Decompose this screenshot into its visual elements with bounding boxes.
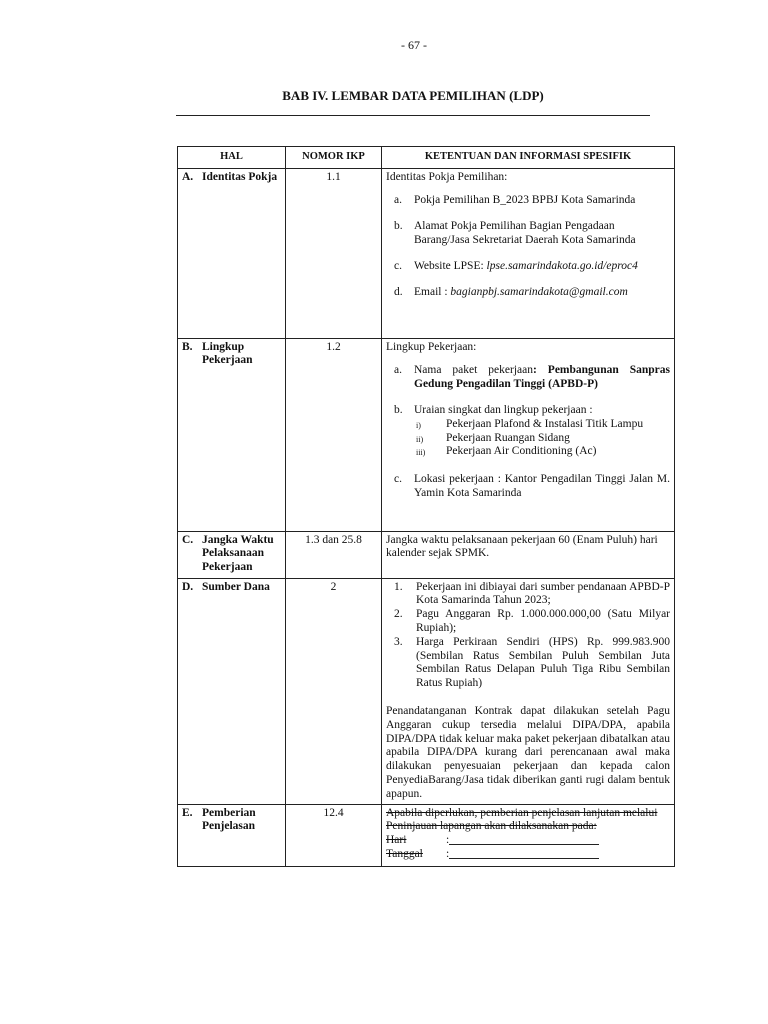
nomor-ikp: 12.4 — [286, 804, 382, 866]
list-item: b. Uraian singkat dan lingkup pekerjaan : — [394, 403, 593, 416]
table-row-identitas-pokja — [178, 168, 675, 338]
jangka-waktu-text: Jangka waktu pelaksanaan pekerjaan 60 (Enam Puluh) hari kalender sejak SPMK. — [386, 533, 658, 560]
nomor-ikp: 1.2 — [286, 338, 382, 531]
table-row-pemberian-penjelasan — [178, 804, 675, 866]
penjelasan-text: Apabila diperlukan, pemberian penjelasan lanjutan melalui Peninjauan lapangan akan dilaksanakan pada: — [386, 806, 658, 833]
list-item: a. Nama paket pekerjaan: Pembangunan Sanpras Gedung Pengadilan Tinggi (APBD-P) — [394, 364, 670, 391]
document-title: BAB IV. LEMBAR DATA PEMILIHAN (LDP) — [282, 88, 544, 103]
ldp-table — [177, 146, 675, 867]
sub-list-item: i) Pekerjaan Plafond & Instalasi Titik Lampu — [416, 417, 644, 430]
package-name: : Pembangunan Sanpras Gedung Pengadilan Tinggi (APBD-P) — [414, 364, 670, 391]
hari-blank — [449, 834, 599, 845]
numbered-item: 1. Pekerjaan ini dibiayai dari sumber pendanaan APBD-P Kota Samarinda Tahun 2023; — [394, 580, 670, 607]
header-nomor-ikp: NOMOR IKP — [286, 147, 382, 169]
sub-list-item: iii) Pekerjaan Air Conditioning (Ac) — [416, 445, 597, 458]
nomor-ikp: 1.1 — [286, 168, 382, 338]
numbered-item: 2. Pagu Anggaran Rp. 1.000.000.000,00 (Satu Milyar Rupiah); — [394, 608, 670, 634]
hal-label — [182, 171, 281, 185]
table-row-jangka-waktu — [178, 531, 675, 578]
nomor-ikp: 2 — [286, 578, 382, 804]
list-item: a. Pokja Pemilihan B_2023 BPBJ Kota Samarinda — [394, 194, 636, 207]
tanggal-field: Tanggal : — [386, 848, 670, 862]
table-header-row — [178, 147, 675, 169]
hal-label: C. Jangka Waktu Pelaksanaan Pekerjaan — [182, 533, 274, 574]
list-item: d. Email : bagianpbj.samarindakota@gmail.com — [394, 285, 628, 298]
tanggal-blank — [449, 848, 599, 859]
hari-field: Hari : — [386, 834, 670, 848]
page-number: - 67 - — [401, 38, 427, 52]
section-intro: Identitas Pokja Pemilihan: — [386, 170, 508, 183]
list-item: c. Website LPSE: lpse.samarindakota.go.id/eproc4 — [394, 259, 638, 272]
website-link[interactable]: lpse.samarindakota.go.id/eproc4 — [486, 259, 638, 272]
sub-list-item: ii) Pekerjaan Ruangan Sidang — [416, 431, 570, 444]
header-hal: HAL — [178, 147, 286, 169]
list-item: b. Alamat Pokja Pemilihan Bagian Pengadaan Barang/Jasa Sekretariat Daerah Kota Samarinda — [394, 220, 636, 246]
hal-label: B. Lingkup Pekerjaan — [182, 340, 253, 367]
section-intro: Lingkup Pekerjaan: — [386, 340, 477, 353]
hal-label: D. Sumber Dana — [182, 580, 270, 593]
numbered-item: 3. Harga Perkiraan Sendiri (HPS) Rp. 999.983.900 (Sembilan Ratus Sembilan Puluh Sembilan Juta Sembilan Ratus Delapan Puluh Tiga Ribu Sembilan Ratus Rupiah) — [394, 635, 670, 690]
table-row-sumber-dana — [178, 578, 675, 804]
sumber-dana-paragraph: Penandatanganan Kontrak dapat dilakukan setelah Pagu Anggaran cukup tersedia melalui DIPA/DPA, apabila DIPA/DPA tidak keluar maka paket pekerjaan dibatalkan atau apabila DIPA/DPA kurang dari perencanaan awal maka dilakukan penyesuaian pekerjaan dan kepada calon PenyediaBarang/Jasa tidak diberikan ganti rugi dalam bentuk apapun. — [386, 704, 670, 800]
title-underline — [176, 115, 650, 116]
table-row-lingkup-pekerjaan — [178, 338, 675, 531]
header-ketentuan: KETENTUAN DAN INFORMASI SPESIFIK — [382, 147, 675, 169]
nomor-ikp: 1.3 dan 25.8 — [286, 531, 382, 578]
email-link[interactable]: bagianpbj.samarindakota@gmail.com — [450, 285, 628, 298]
list-item: c. Lokasi pekerjaan : Kantor Pengadilan Tinggi Jalan M. Yamin Kota Samarinda — [394, 473, 670, 499]
hal-letter: A. — [182, 170, 194, 183]
hal-label: E. Pemberian Penjelasan — [182, 806, 256, 833]
hal-text: Identitas Pokja — [202, 170, 278, 183]
